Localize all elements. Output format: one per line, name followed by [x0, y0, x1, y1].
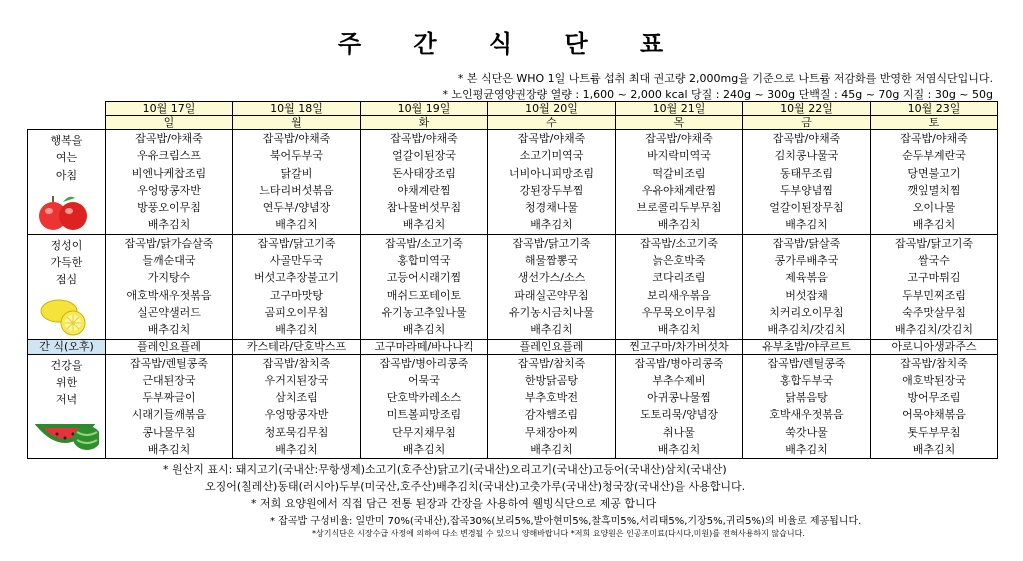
menu-item: 부추수제비 — [652, 373, 706, 387]
menu-item: 비엔나케찹조림 — [131, 166, 207, 180]
menu-item: 얼갈이된장무침 — [769, 201, 844, 215]
day-cell: 일 — [106, 116, 233, 130]
meal-label-line: 아침 — [55, 168, 78, 182]
menu-item: 잡곡밥/야채죽 — [900, 132, 968, 145]
menu-item: 잡곡밥/병아리콩죽 — [634, 356, 724, 370]
meal-label — [28, 130, 106, 235]
menu-item: 미트볼피망조림 — [386, 408, 462, 422]
menu-item: 어묵야채볶음 — [902, 408, 966, 422]
menu-item: 아귀콩나물찜 — [647, 391, 711, 405]
menu-item: 한방닭곰탕 — [524, 373, 579, 387]
menu-cell — [361, 354, 488, 459]
menu-item: 시래기들깨볶음 — [131, 408, 207, 422]
menu-item: 야채계란찜 — [397, 183, 451, 197]
date-cell: 10월 22일 — [743, 102, 871, 116]
menu-item: 매쉬드포테이토 — [386, 288, 462, 302]
date-cell: 10월 20일 — [488, 102, 616, 116]
menu-cell — [743, 234, 871, 339]
menu-item: 도토리묵/양념장 — [639, 408, 719, 422]
menu-item: 숙주맛살무침 — [902, 305, 966, 319]
menu-item: 애호박새우젓볶음 — [126, 288, 212, 302]
menu-item: 닭볶음탕 — [785, 391, 828, 405]
menu-item: 배추김치 — [530, 323, 573, 337]
day-cell: 화 — [361, 116, 488, 130]
menu-item: 실곤약샐러드 — [137, 305, 201, 319]
menu-item: 우유크림스프 — [137, 149, 201, 163]
menu-item: 떡갈비조림 — [652, 166, 706, 180]
menu-cell — [106, 354, 233, 459]
menu-item: 동태무조림 — [779, 166, 834, 180]
menu-cell — [106, 234, 233, 339]
menu-item: 가지탕수 — [147, 271, 191, 285]
menu-item: 배추김치 — [785, 218, 828, 232]
menu-item: 잡곡밥/닭살죽 — [772, 236, 841, 250]
menu-item: 버섯고추장불고기 — [253, 271, 339, 285]
menu-item: 오이나물 — [912, 201, 956, 215]
menu-item: 배추김치 — [402, 323, 446, 337]
menu-item: 청포묵김무침 — [264, 425, 329, 439]
menu-item: 잡곡밥/야채죽 — [517, 132, 586, 145]
menu-item: 두부짜글이 — [142, 391, 196, 405]
menu-item: 우유야채계란찜 — [641, 183, 717, 197]
menu-item: 북어두부국 — [269, 149, 324, 163]
menu-item: 두부민찌조림 — [902, 288, 966, 302]
menu-item: 배추김치 — [785, 443, 828, 457]
menu-item: 소고기미역국 — [519, 149, 584, 163]
menu-item: 파래실곤약무침 — [514, 288, 589, 302]
date-cell: 10월 17일 — [106, 102, 233, 116]
menu-item: 콩나물무침 — [142, 425, 196, 439]
menu-item: 잡곡밥/렌틸콩죽 — [129, 356, 209, 370]
menu-item: 사골만두국 — [269, 254, 324, 268]
day-cell: 금 — [743, 116, 871, 130]
menu-item: 고구마튀김 — [907, 271, 961, 285]
menu-item: 연두부/양념장 — [262, 201, 331, 215]
soy-sauce-note: * 저희 요양원에서 직접 담근 전통 된장과 간장을 사용하여 웰빙식단으로 제공 합니다 — [251, 497, 657, 510]
date-cell: 10월 18일 — [233, 102, 361, 116]
nutrition-note: * 노인평균영양권장량 열량 : 1,600 ~ 2,000 kcal 당질 : 240g ~ 300g 단백질 : 45g ~ 70g 지질 : 30g ~ 50g — [442, 88, 993, 101]
day-cell: 수 — [488, 116, 616, 130]
day-header-row — [28, 116, 998, 130]
date-cell: 10월 21일 — [616, 102, 743, 116]
origin-note-1: * 원산지 표시: 돼지고기(국내산:무항생제)소고기(호주산)닭고기(국내산)오리고기(국내산)고등어(국내산)삼치(국내산) — [163, 463, 727, 476]
menu-item: 취나물 — [663, 425, 695, 439]
menu-item: 홍합두부국 — [779, 373, 834, 387]
menu-item: 잡곡밥/참치죽 — [517, 356, 586, 370]
menu-item: 톳두부무침 — [907, 425, 961, 439]
menu-item: 쌀국수 — [918, 254, 950, 268]
disclaimer-note: *상기식단은 시장수급 사정에 의하여 다소 변경될 수 있으니 양해바랍니다 *저희 요양원은 인공조미료(다시다,미원)를 전혀사용하지 않습니다. — [312, 529, 805, 538]
menu-cell — [616, 130, 743, 235]
menu-item: 배추김치 — [657, 443, 701, 457]
menu-item: 배추김치 — [402, 218, 446, 232]
day-cell: 토 — [871, 116, 998, 130]
menu-item: 버섯잡채 — [785, 288, 828, 302]
menu-item: 부추호박전 — [524, 391, 579, 405]
meal-label-line: 정성이 — [50, 238, 83, 252]
meal-label — [28, 234, 106, 339]
menu-item: 잡곡밥/닭고기죽 — [512, 236, 591, 250]
snack-cell: 아로니아생과주스 — [871, 339, 998, 354]
date-cell: 10월 23일 — [871, 102, 998, 116]
menu-cell — [743, 130, 871, 235]
menu-item: 근대된장국 — [142, 373, 196, 387]
menu-item: 바지락미역국 — [647, 149, 711, 163]
menu-cell — [871, 130, 998, 235]
snack-cell: 유부초밥/야쿠르트 — [743, 339, 871, 354]
meal-label-line: 여는 — [55, 151, 78, 165]
menu-item: 코다리조림 — [652, 271, 706, 285]
menu-item: 고등어시래기찜 — [386, 271, 462, 285]
menu-item: 배추김치 — [402, 443, 446, 457]
menu-item: 잡곡밥/참치죽 — [900, 356, 968, 370]
page-title: 주 간 식 단 표 — [337, 30, 686, 58]
menu-item: 유기농시금치나물 — [508, 305, 594, 319]
menu-item: 잡곡밥/야채죽 — [390, 132, 458, 145]
menu-cell — [871, 234, 998, 339]
menu-item: 잡곡밥/소고기죽 — [384, 236, 464, 250]
menu-item: 잡곡밥/참치죽 — [262, 356, 331, 370]
menu-item: 김치콩나물국 — [774, 149, 839, 163]
menu-item: 배추김치 — [275, 443, 318, 457]
menu-item: 당면불고기 — [907, 166, 961, 180]
menu-item: 배추김치 — [275, 218, 318, 232]
date-cell: 10월 19일 — [361, 102, 488, 116]
menu-item: 치커리오이무침 — [769, 305, 844, 319]
menu-item: 방어무조림 — [907, 391, 961, 405]
snack-cell: 찐고구마/차가버섯차 — [616, 339, 743, 354]
menu-item: 배추김치 — [912, 443, 956, 457]
menu-item: 느타리버섯볶음 — [259, 183, 334, 197]
menu-item: 해물짬뽕국 — [524, 254, 579, 268]
menu-cell — [488, 234, 616, 339]
menu-item: 닭갈비 — [280, 166, 313, 180]
meal-row — [28, 354, 998, 459]
menu-item: 배추김치 — [147, 218, 191, 232]
menu-item: 배추김치 — [912, 218, 956, 232]
meal-label-line: 가득한 — [50, 256, 83, 270]
snack-cell: 플레인요플레 — [488, 339, 616, 354]
menu-item: 삼치조림 — [275, 391, 318, 405]
day-cell: 목 — [616, 116, 743, 130]
menu-item: 단호박카레소스 — [386, 391, 462, 405]
menu-item: 배추김치 — [147, 323, 191, 337]
origin-note-2: 오징어(칠레산)동태(러시아)두부(미국산,호주산)배추김치(국내산)고춧가루(국내산)청국장(국내산)을 사용합니다. — [205, 480, 746, 493]
sodium-note: * 본 식단은 WHO 1일 나트륨 섭취 최대 권고량 2,000mg을 기준으로 나트륨 저감화를 반영한 저염식단입니다. — [457, 72, 993, 85]
corner-cell — [28, 102, 106, 130]
menu-item: 참나물버섯무침 — [386, 201, 462, 215]
menu-cell — [233, 354, 361, 459]
meal-row — [28, 130, 998, 235]
menu-item: 생선가스/소스 — [517, 271, 586, 285]
menu-item: 어묵국 — [408, 373, 440, 387]
menu-item: 콩가루배추국 — [774, 254, 839, 268]
date-header-row — [28, 102, 998, 116]
menu-item: 잡곡밥/병아리콩죽 — [379, 356, 469, 370]
menu-item: 우엉땅콩자반 — [137, 183, 201, 197]
menu-cell — [488, 354, 616, 459]
menu-cell — [233, 234, 361, 339]
menu-cell — [361, 130, 488, 235]
menu-item: 잡곡밥/닭가슴살죽 — [124, 236, 214, 250]
menu-cell — [616, 354, 743, 459]
menu-item: 깻잎멸치찜 — [907, 183, 961, 197]
menu-item: 고구마맛탕 — [269, 288, 324, 302]
day-cell: 월 — [233, 116, 361, 130]
menu-item: 강된장두부찜 — [519, 183, 584, 197]
menu-item: 호박새우젓볶음 — [769, 408, 844, 422]
menu-cell — [233, 130, 361, 235]
menu-item: 배추김치 — [530, 443, 573, 457]
menu-item: 보리새우볶음 — [647, 288, 711, 302]
menu-item: 배추김치/갓김치 — [894, 323, 974, 337]
menu-item: 잡곡밥/야채죽 — [135, 132, 203, 145]
menu-item: 잡곡밥/닭고기죽 — [257, 236, 336, 250]
meal-label-line: 행복을 — [50, 134, 83, 147]
menu-item: 감자햄조림 — [524, 408, 579, 422]
menu-item: 배추김치 — [657, 218, 701, 232]
menu-item: 돈사태장조림 — [392, 166, 456, 180]
menu-item: 잡곡밥/소고기죽 — [639, 236, 719, 250]
snack-label: 간 식(오후) — [28, 339, 106, 354]
meal-label-line: 건강을 — [50, 358, 83, 372]
meal-row — [28, 234, 998, 339]
meal-label — [28, 354, 106, 459]
menu-item: 단무지채무침 — [392, 425, 456, 439]
menu-item: 브로콜리두부무침 — [636, 201, 722, 215]
menu-item: 제육볶음 — [785, 271, 828, 285]
menu-item: 우무묵오이무침 — [641, 305, 717, 319]
snack-cell: 카스테라/단호박스프 — [233, 339, 361, 354]
menu-item: 배추김치 — [657, 323, 701, 337]
meal-label-line: 점심 — [55, 273, 78, 287]
menu-item: 무채장아찌 — [524, 425, 579, 439]
menu-item: 순두부계란국 — [902, 149, 966, 163]
menu-item: 들깨순대국 — [142, 254, 196, 268]
menu-item: 배추김치 — [147, 443, 191, 457]
menu-item: 애호박된장국 — [902, 373, 966, 387]
menu-cell — [616, 234, 743, 339]
snack-cell: 플레인요플레 — [106, 339, 233, 354]
menu-item: 곰피오이무침 — [264, 305, 329, 319]
menu-item: 늙은호박죽 — [652, 254, 706, 268]
menu-cell — [106, 130, 233, 235]
menu-item: 쑥갓나물 — [785, 425, 828, 439]
menu-item: 잡곡밥/야채죽 — [262, 132, 331, 145]
menu-item: 배추김치 — [530, 218, 573, 232]
menu-cell — [488, 130, 616, 235]
weekly-menu-table — [27, 101, 998, 459]
menu-item: 배추김치/갓김치 — [767, 323, 846, 337]
lemon-icon — [35, 293, 99, 337]
menu-cell — [743, 354, 871, 459]
snack-cell: 고구마라떼/바나나킥 — [361, 339, 488, 354]
apple-icon — [35, 188, 99, 232]
menu-item: 유기농고추잎나물 — [381, 305, 467, 319]
menu-item: 너비아니피망조림 — [508, 166, 594, 180]
menu-item: 두부양념찜 — [779, 183, 834, 197]
menu-item: 청경채나물 — [524, 201, 579, 215]
menu-item: 배추김치 — [275, 323, 318, 337]
menu-cell — [361, 234, 488, 339]
snack-row — [28, 339, 998, 354]
menu-item: 잡곡밥/야채죽 — [645, 132, 713, 145]
menu-item: 우거지된장국 — [264, 373, 329, 387]
menu-item: 방풍오이무침 — [137, 201, 201, 215]
grain-ratio-note: * 잡곡밥 구성비율: 일반미 70%(국내산),잡곡30%(보리5%,발아현미5%,찰흑미5%,서리태5%,기장5%,귀리5%)의 비율로 제공됩니다. — [270, 516, 862, 527]
menu-item: 얼갈이된장국 — [392, 149, 456, 163]
meal-label-line: 저녁 — [55, 393, 78, 407]
menu-item: 우엉땅콩자반 — [264, 408, 329, 422]
menu-item: 잡곡밥/닭고기죽 — [894, 236, 974, 250]
menu-cell — [871, 354, 998, 459]
menu-item: 잡곡밥/렌틸콩죽 — [767, 356, 846, 370]
meal-label-line: 위한 — [55, 375, 78, 389]
menu-item: 잡곡밥/야채죽 — [772, 132, 841, 145]
watermelon-icon — [35, 412, 99, 456]
menu-item: 홍합미역국 — [397, 254, 451, 268]
